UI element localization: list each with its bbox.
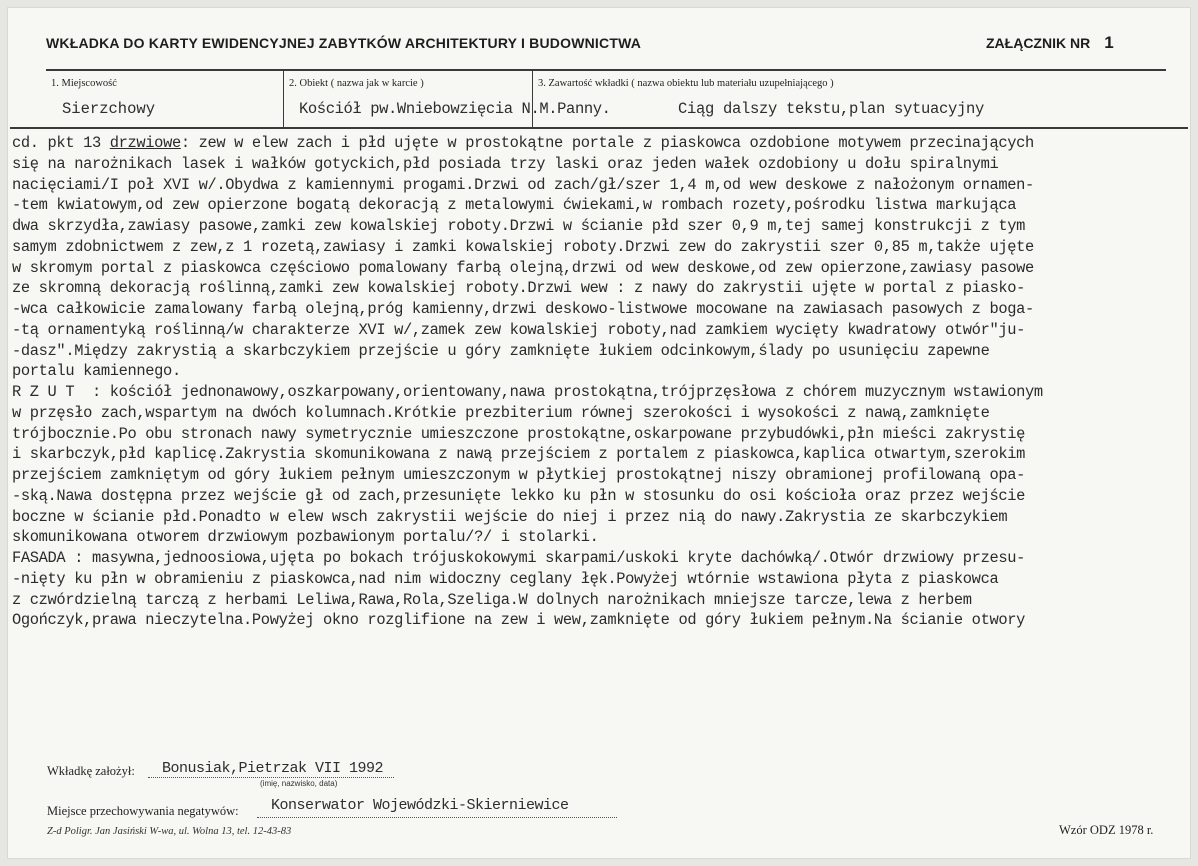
author-hint: (imię, nazwisko, data) <box>260 779 338 788</box>
annex-label: ZAŁĄCZNIK NR <box>986 35 1091 51</box>
text-line: Ogończyk,prawa nieczytelna.Powyżej okno rozglifione na zew i wew,zamknięte od góry łukiem pełnym.Na ścianie otwory <box>12 611 1025 630</box>
text-line: boczne w ścianie płd.Ponadto w elew wsch zakrystii wejście do niej i przez nią do nawy.Zakrystia ze skarbczykiem <box>12 507 1008 526</box>
storage-value: Konserwator Wojewódzki-Skierniewice <box>271 797 569 814</box>
author-label: Wkładkę założył: <box>47 764 135 778</box>
column-divider-1 <box>283 69 284 127</box>
text-line: -ską.Nawa dostępna przez wejście gł od zach,przesunięte lekko ku płn w stosunku do osi kościoła oraz przez wejście <box>12 486 1025 505</box>
text-line: przejściem zamkniętym od góry łukiem pełnym umieszczonym w płytkiej prostokątnej niszy obramionej profilowaną opa- <box>12 466 1025 484</box>
column-divider-2 <box>532 69 533 127</box>
bottom-rule <box>10 127 1188 129</box>
text-line: samym zdobnictwem z zew,z 1 rozetą,zawiasy i zamki kowalskiej roboty.Drzwi zew do zakrystii szer 0,85 m,także ujęte <box>12 237 1034 256</box>
text-line: w skromym portal z piaskowca częściowo pomalowany farbą olejną,drzwi od wew deskowe,od zew opierzone,zawiasy pasowe <box>12 258 1034 277</box>
text-line: -wca całkowicie zamalowany farbą olejną,próg kamienny,drzwi deskowo-listwowe mocowane na zawiasach pasowych z boga- <box>12 300 1034 318</box>
object-label: 2. Obiekt ( nazwa jak w karcie ) <box>289 78 424 89</box>
text-line: i skarbczyk,płd kaplicę.Zakrystia skomunikowana z nawą przejściem z portalem z piaskowca,kaplica otwartym,szerokim <box>12 445 1025 464</box>
text-line: nacięciami/I poł XVI w/.Obydwa z kamiennymi progami.Drzwi od zach/gł/szer 1,4 m,od wew deskowe z nałożonym ornamen- <box>12 175 1034 194</box>
text-line: -tem kwiatowym,od zew opierzone bogatą dekoracją z metalowymi ćwiekami,w rombach rozety,pośrodku listwa markująca <box>12 196 1017 215</box>
text-line: się na narożnikach lasek i wałków gotyckich,płd posiada trzy laski oraz jeden wałek ozdobiony u dołu spiralnymi <box>12 154 999 173</box>
text-line: -nięty ku płn w obramieniu z piaskowca,nad nim widoczny ceglany łęk.Powyżej wtórnie wstawiona płyta z piaskowca <box>12 569 999 588</box>
text-line: R Z U T : kościół jednonawowy,oszkarpowany,orientowany,nawa prostokątna,trójprzęsłowa z chórem muzycznym wstawionym <box>12 383 1043 401</box>
text-line: cd. pkt 13 drzwiowe: zew w elew zach i płd ujęte w prostokątne portale z piaskowca ozdobione motywem przecinających <box>12 134 1034 152</box>
location-value: Sierzchowy <box>62 100 156 118</box>
text-line: FASADA : masywna,jednoosiowa,ujęta po bokach trójuskokowymi skarpami/uskoki kryte dachówką/.Otwór drzwiowy przesu- <box>12 549 1025 567</box>
text-line: -tą ornamentyką roślinną/w charakterze XVI w/,zamek zew kowalskiej roboty,nad zamkiem wycięty kwadratowy otwór"ju- <box>12 320 1025 339</box>
underlined-term: drzwiowe <box>109 134 181 152</box>
text-line: trójbocznie.Po obu stronach nawy symetrycznie umieszczone prostokątne,oskarpowane przybudówki,płn mieści zakrystię <box>12 424 1025 443</box>
storage-label: Miejsce przechowywania negatywów: <box>47 804 239 818</box>
typed-description <box>12 133 1188 755</box>
author-dotted-line <box>148 777 394 778</box>
top-rule <box>46 69 1166 71</box>
printer-imprint: Z-d Poligr. Jan Jasiński W-wa, ul. Wolna 13, tel. 12-43-83 <box>47 826 292 837</box>
annex-number-label <box>986 33 1114 53</box>
text-line: -dasz".Między zakrystią a skarbczykiem przejście u góry zamknięte łukiem odcinkowym,ślady po usunięciu zapewne <box>12 341 990 360</box>
text-line: portalu kamiennego. <box>12 362 181 381</box>
form-model: Wzór ODZ 1978 r. <box>1059 823 1154 837</box>
form-title: WKŁADKA DO KARTY EWIDENCYJNEJ ZABYTKÓW ARCHITEKTURY I BUDOWNICTWA <box>46 35 642 51</box>
object-value: Kościół pw.Wniebowzięcia N.M.Panny. <box>299 100 611 118</box>
text-line: z czwórdzielną tarczą z herbami Leliwa,Rawa,Rola,Szeliga.W dolnych narożnikach mniejsze tarcze,lewa z herbem <box>12 590 972 609</box>
location-label: 1. Miejscowość <box>51 78 117 89</box>
text-line: dwa skrzydła,zawiasy pasowe,zamki zew kowalskiej roboty.Drzwi w ścianie płd szer 0,9 m,tej samej konstrukcji z tym <box>12 217 1025 235</box>
text-line: ze skromną dekoracją roślinną,zamki zew kowalskiej roboty.Drzwi wew : z nawy do zakrystii ujęte w portal z piasko- <box>12 279 1025 298</box>
text-line: skomunikowana otworem drzwiowym pozbawionym portalu/?/ i stolarki. <box>12 528 599 547</box>
author-value: Bonusiak,Pietrzak VII 1992 <box>162 760 384 777</box>
content-value: Ciąg dalszy tekstu,plan sytuacyjny <box>678 100 985 118</box>
content-label: 3. Zawartość wkładki ( nazwa obiektu lub materiału uzupełniającego ) <box>538 78 834 89</box>
text-line: w przęsło zach,wspartym na dwóch kolumnach.Krótkie prezbiterium równej szerokości i wysokości z nawą,zamknięte <box>12 403 990 422</box>
storage-dotted-line <box>257 817 617 818</box>
annex-number: 1 <box>1104 33 1114 52</box>
